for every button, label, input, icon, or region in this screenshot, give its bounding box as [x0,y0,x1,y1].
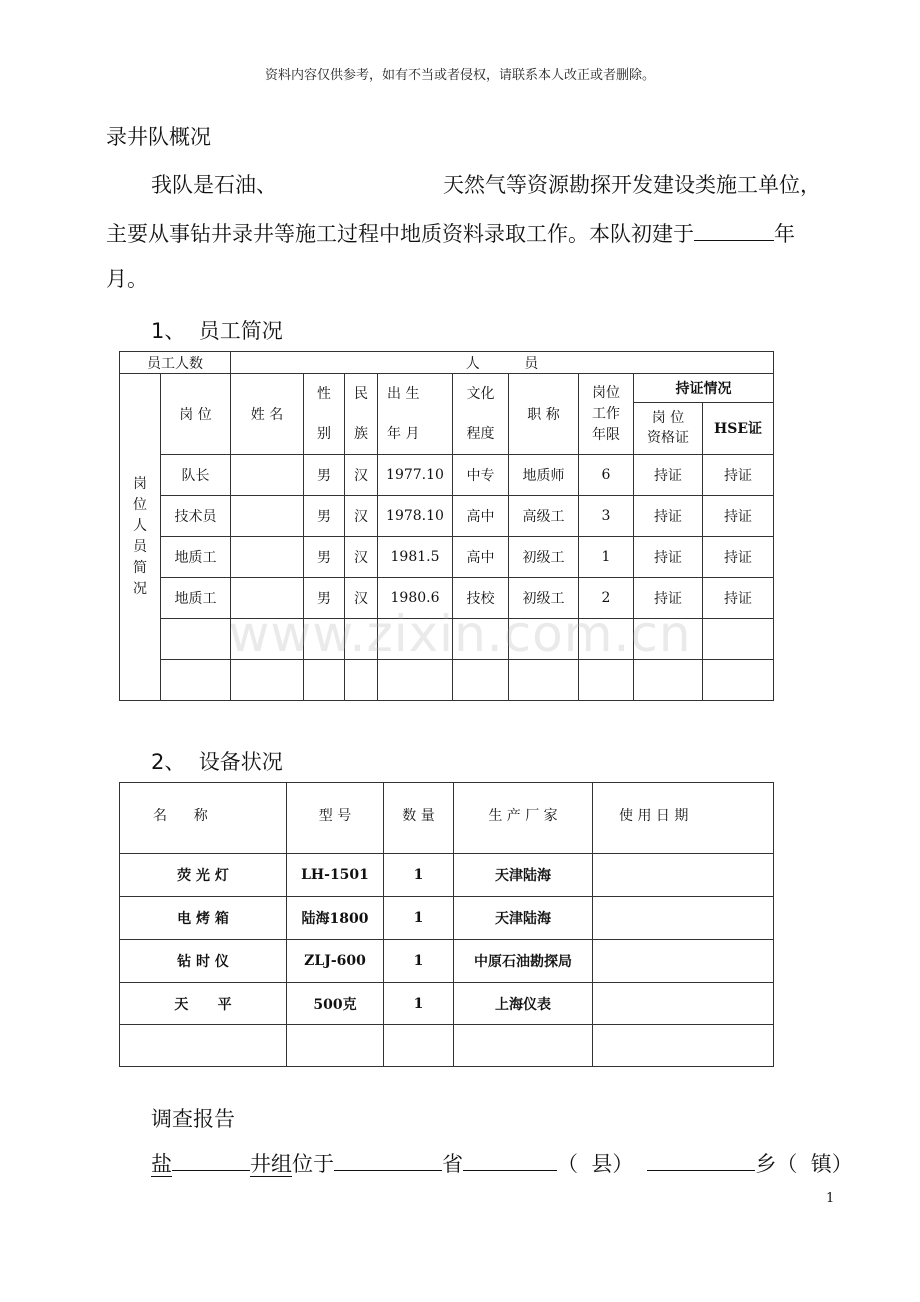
table-row [120,854,774,897]
table-cell [161,660,231,701]
table-cell: 6 [579,455,634,496]
table-cell: 持证 [703,537,774,578]
table-cell: 高中 [453,496,509,537]
eq-col-date: 使 用 日 期 [593,783,774,854]
col-years-3: 年限 [592,426,620,443]
col-ethnic-1: 民 [354,386,368,402]
table-cell: 汉 [345,578,378,619]
table-cell: 男 [304,537,345,578]
intro-line-2a: 主要从事钻井录井等施工过程中地质资料录取工作。本队初建于 [106,222,694,246]
table-cell: 1978.10 [378,496,453,537]
table-cell: LH-1501 [287,854,384,897]
table-cell: ZLJ-600 [287,940,384,983]
table-cell: 中原石油勘探局 [454,940,593,983]
province-blank [334,1150,442,1171]
col-education [453,374,509,455]
table-cell: 3 [579,496,634,537]
table-cell [593,854,774,897]
table-cell [231,660,304,701]
survey-heading: 调查报告 [151,1107,235,1131]
table-cell [703,660,774,701]
table-row [120,897,774,940]
table-cell [231,455,304,496]
table-row [120,983,774,1025]
table-cell: 汉 [345,496,378,537]
township-blank [647,1150,755,1171]
table-cell: 初级工 [509,537,579,578]
table-cell: 地质师 [509,455,579,496]
staff-count-label: 员工人数 [120,352,231,374]
table-cell [304,660,345,701]
side-label: 岗位人员简况 [133,476,147,597]
well-prefix: 盐 [151,1152,172,1176]
page-number: 1 [826,1191,835,1206]
eq-col-model: 型 号 [287,783,384,854]
page-title: 录井队概况 [106,125,211,149]
table-cell: 地质工 [161,578,231,619]
col-years-2: 工作 [592,405,620,422]
col-name: 姓 名 [231,374,304,455]
table-cell: 1 [579,537,634,578]
personnel-label: 人 员 [231,352,774,374]
col-gender-1: 性 [317,386,331,402]
table-row [120,455,774,496]
table-cell: 技校 [453,578,509,619]
located-at: 位于 [292,1152,334,1176]
table-cell [634,660,703,701]
county-label: （ 县） [557,1152,634,1176]
table-cell: 持证 [634,578,703,619]
table-cell: 高级工 [509,496,579,537]
table-cell [579,660,634,701]
table-cell: 1980.6 [378,578,453,619]
col-cert-hse: HSE证 [703,402,774,454]
table-cell: 钻 时 仪 [120,940,287,983]
table-cell: 队长 [161,455,231,496]
col-ethnic [345,374,378,455]
intro-line-3: 月。 [106,267,148,291]
col-cert-post [634,402,703,454]
table-cell: 1 [384,983,454,1025]
table-cell: 1 [384,897,454,940]
table-cell: 天津陆海 [454,854,593,897]
table-row [120,940,774,983]
table-cell: 天津陆海 [454,897,593,940]
table-cell [231,496,304,537]
col-years [579,374,634,455]
table-cell: 男 [304,455,345,496]
watermark: www.zixin.com.cn [228,605,692,663]
table-cell: 1 [384,940,454,983]
table-row [120,537,774,578]
table-cell: 电 烤 箱 [120,897,287,940]
table-cell [453,660,509,701]
table-cell: 上海仪表 [454,983,593,1025]
table-cell: 汉 [345,455,378,496]
founding-year-blank [694,220,774,241]
section2-heading: 2、 设备状况 [151,750,283,774]
col-edu-1: 文化 [466,386,495,402]
well-number-blank [172,1150,250,1171]
col-cert-post-1: 岗 位 [651,410,685,427]
table-cell [593,940,774,983]
table-cell: 持证 [703,578,774,619]
county-blank [463,1150,557,1171]
table-cell: 持证 [634,496,703,537]
eq-col-maker: 生 产 厂 家 [454,783,593,854]
section1-heading: 1、 员工简况 [151,319,283,343]
table-cell: 天 平 [120,983,287,1025]
eq-col-qty: 数 量 [384,783,454,854]
col-gender [304,374,345,455]
table-cell: 汉 [345,537,378,578]
col-cert-post-2: 资格证 [647,430,689,447]
table-row [120,1025,774,1067]
table-cell: 1981.5 [378,537,453,578]
table-cell: 持证 [703,455,774,496]
col-title: 职 称 [509,374,579,455]
table-cell: 中专 [453,455,509,496]
table-cell [593,897,774,940]
table-cell: 持证 [703,496,774,537]
table-cell: 初级工 [509,578,579,619]
table-cell: 陆海1800 [287,897,384,940]
table-cell: 荧 光 灯 [120,854,287,897]
table-cell [509,660,579,701]
table-cell [345,660,378,701]
table-cell: 1 [384,854,454,897]
province-label: 省 [442,1152,463,1176]
equipment-table [119,782,774,1067]
col-ethnic-2: 族 [354,426,368,442]
col-birth-2: 年 月 [387,426,420,442]
table-cell [384,1025,454,1067]
table-cell: 男 [304,496,345,537]
table-cell [120,1025,287,1067]
col-edu-2: 程度 [466,426,495,442]
col-gender-2: 别 [317,426,331,442]
table-cell: 男 [304,578,345,619]
table-cell: 持证 [634,537,703,578]
table-cell: 技术员 [161,496,231,537]
intro-line-1a: 我队是石油、 [151,173,277,197]
table-cell: 地质工 [161,537,231,578]
table-cell [378,660,453,701]
table-cell: 2 [579,578,634,619]
survey-location-line [151,1150,853,1177]
table-cell [593,983,774,1025]
well-group: 井组 [250,1152,292,1176]
table-cell [287,1025,384,1067]
table-cell [231,537,304,578]
table-cell: 500克 [287,983,384,1025]
table-cell [454,1025,593,1067]
eq-col-name: 名 称 [120,783,287,854]
col-years-1: 岗位 [592,384,620,401]
table-cell: 持证 [634,455,703,496]
col-cert-group: 持证情况 [634,374,774,403]
table-cell: 高中 [453,537,509,578]
intro-line-1 [151,172,821,198]
intro-line-2 [106,220,795,247]
header-note: 资料内容仅供参考，如有不当或者侵权，请联系本人改正或者删除。 [264,68,655,83]
col-position: 岗 位 [161,374,231,455]
township-label: 乡（ 镇） [755,1152,853,1176]
intro-line-2b: 年 [774,222,795,246]
col-birth [378,374,453,455]
table-cell [593,1025,774,1067]
col-birth-1: 出 生 [387,386,420,402]
table-cell: 1977.10 [378,455,453,496]
intro-line-1b: 天然气等资源勘探开发建设类施工单位， [443,173,821,197]
table-row [120,660,774,701]
table-row [120,496,774,537]
